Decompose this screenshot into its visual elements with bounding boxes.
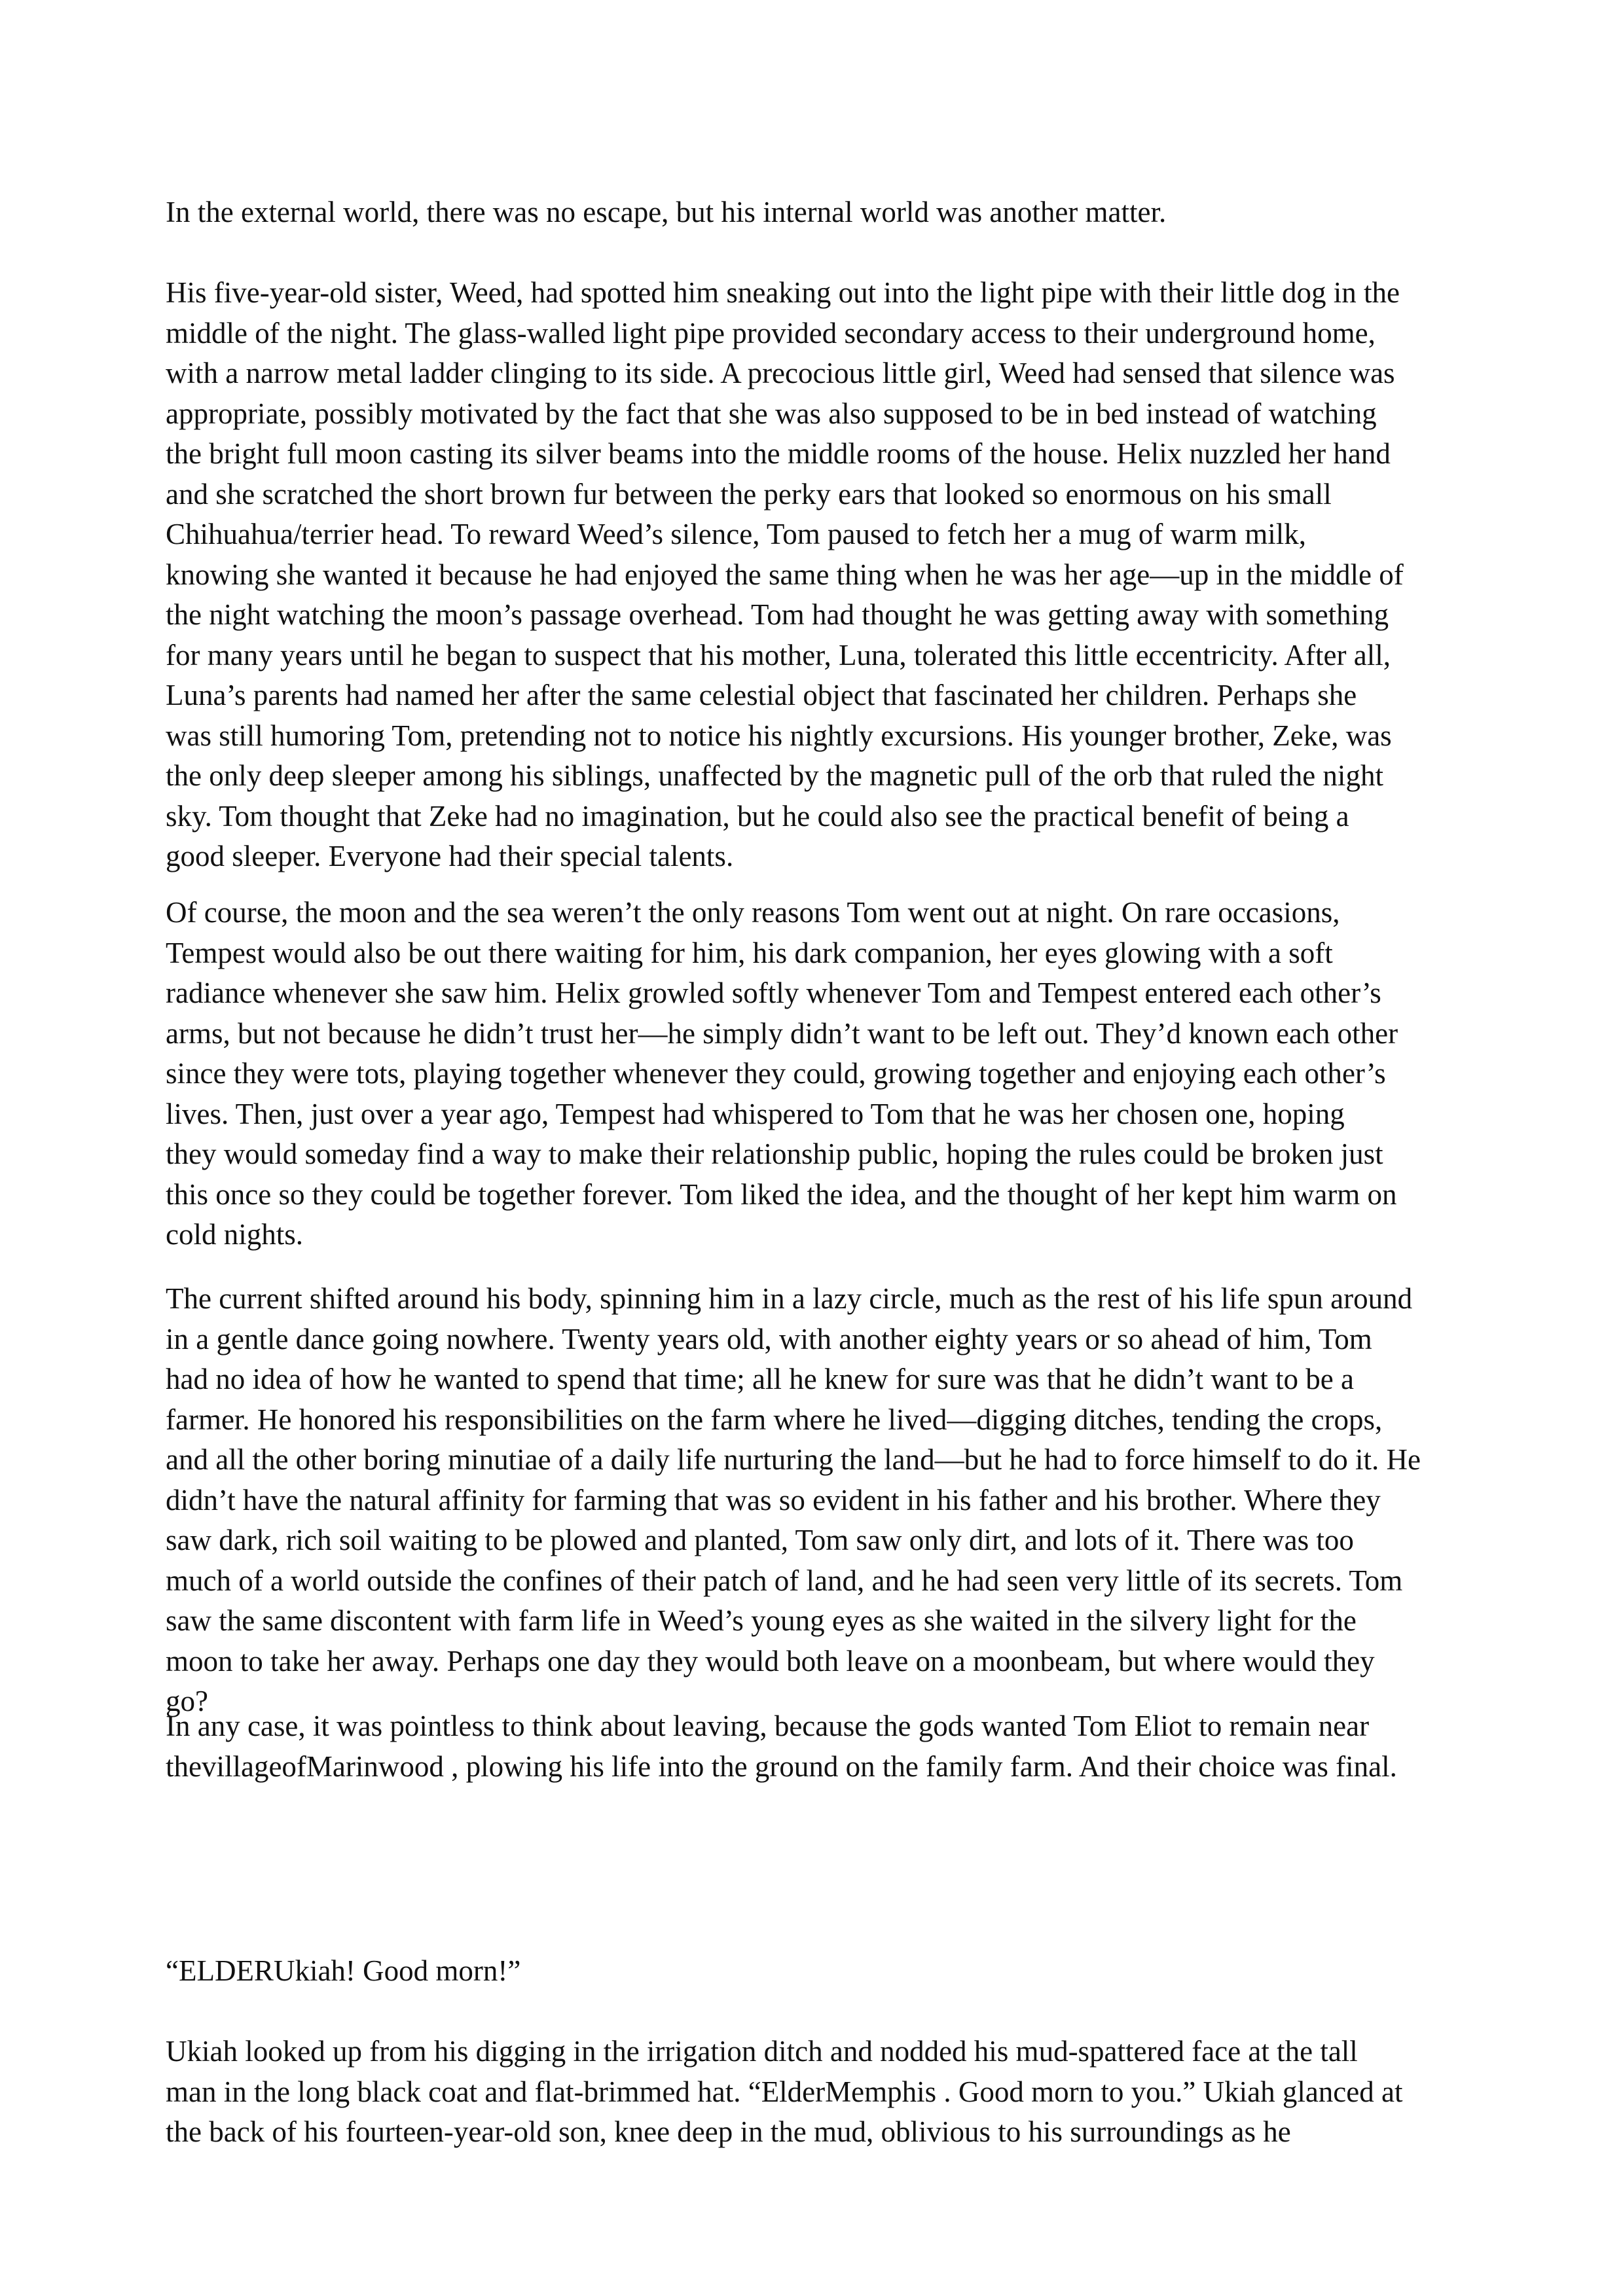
paragraph-ukiah-digging: Ukiah looked up from his digging in the irrigation ditch and nodded his mud-spattered face at the tall man in the long black coat and flat-brimmed hat. “ElderMemphis . Good morn to you.” Ukiah glanced at the back of his fourteen-year-old son, knee deep in the mud, oblivious to his surroundings as he [166,2035,1403,2148]
paragraph-weed-light-pipe: His five-year-old sister, Weed, had spotted him sneaking out into the light pipe with their little dog in the middle of the night. The glass-walled light pipe provided secondary access to their underground home, with a narrow metal ladder clinging to its side. A precocious little girl, Weed had sensed that silence was appropriate, possibly motivated by the fact that she was also supposed to be in bed instead of watching the bright full moon casting its silver beams into the middle rooms of the house. Helix nuzzled her hand and she scratched the short brown fur between the perky ears that looked so enormous on his small Chihuahua/terrier head. To reward Weed’s silence, Tom paused to fetch her a mug of warm milk, knowing she wanted it because he had enjoyed the same thing when he was her age—up in the middle of the night watching the moon’s passage overhead. Tom had thought he was getting away with something for many years until he began to suspect that his mother, Luna, tolerated this little eccentricity. After all, Luna’s parents had named her after the same celestial object that fascinated her children. Perhaps she was still humoring Tom, pretending not to notice his nightly excursions. His younger brother, Zeke, was the only deep sleeper among his siblings, unaffected by the magnetic pull of the orb that ruled the night sky. Tom thought that Zeke had no imagination, but he could also see the practical benefit of being a good sleeper. Everyone had their special talents. [166,276,1404,872]
paragraph-internal-world: In the external world, there was no escape, but his internal world was another matter. [166,196,1167,228]
paragraph-pointless-leaving: In any case, it was pointless to think about leaving, because the gods wanted Tom Eliot to remain near thevillageofMarinwood , plowing his life into the ground on the family farm. And their choice was final. [166,1710,1397,1783]
paragraph-elder-greeting: “ELDERUkiah! Good morn!” [166,1954,521,1987]
paragraph-current-shifted: The current shifted around his body, spinning him in a lazy circle, much as the rest of his life spun around in a gentle dance going nowhere. Twenty years old, with another eighty years or so ahead of him, Tom had no idea of how he wanted to spend that time; all he knew for sure was that he didn’t want to be a farmer. He honored his responsibilities on the farm where he lived—digging ditches, tending the crops, and all the other boring minutiae of a daily life nurturing the land—but he had to force himself to do it. He didn’t have the natural affinity for farming that was so evident in his father and his brother. Where they saw dark, rich soil waiting to be plowed and planted, Tom saw only dirt, and lots of it. There was too much of a world outside the confines of their patch of land, and he had seen very little of its secrets. Tom saw the same discontent with farm life in Weed’s young eyes as she waited in the silvery light for the moon to take her away. Perhaps one day they would both leave on a moonbeam, but where would they go? [166,1282,1421,1717]
paragraph-tempest: Of course, the moon and the sea weren’t the only reasons Tom went out at night. On rare occasions, Tempest would also be out there waiting for him, his dark companion, her eyes glowing with a soft radiance whenever she saw him. Helix growled softly whenever Tom and Tempest entered each other’s arms, but not because he didn’t trust her—he simply didn’t want to be left out. They’d known each other since they were tots, playing together whenever they could, growing together and enjoying each other’s lives. Then, just over a year ago, Tempest had whispered to Tom that he was her chosen one, hoping they would someday find a way to make their relationship public, hoping the rules could be broken just this once so they could be together forever. Tom liked the idea, and the thought of her kept him warm on cold nights. [166,896,1398,1251]
